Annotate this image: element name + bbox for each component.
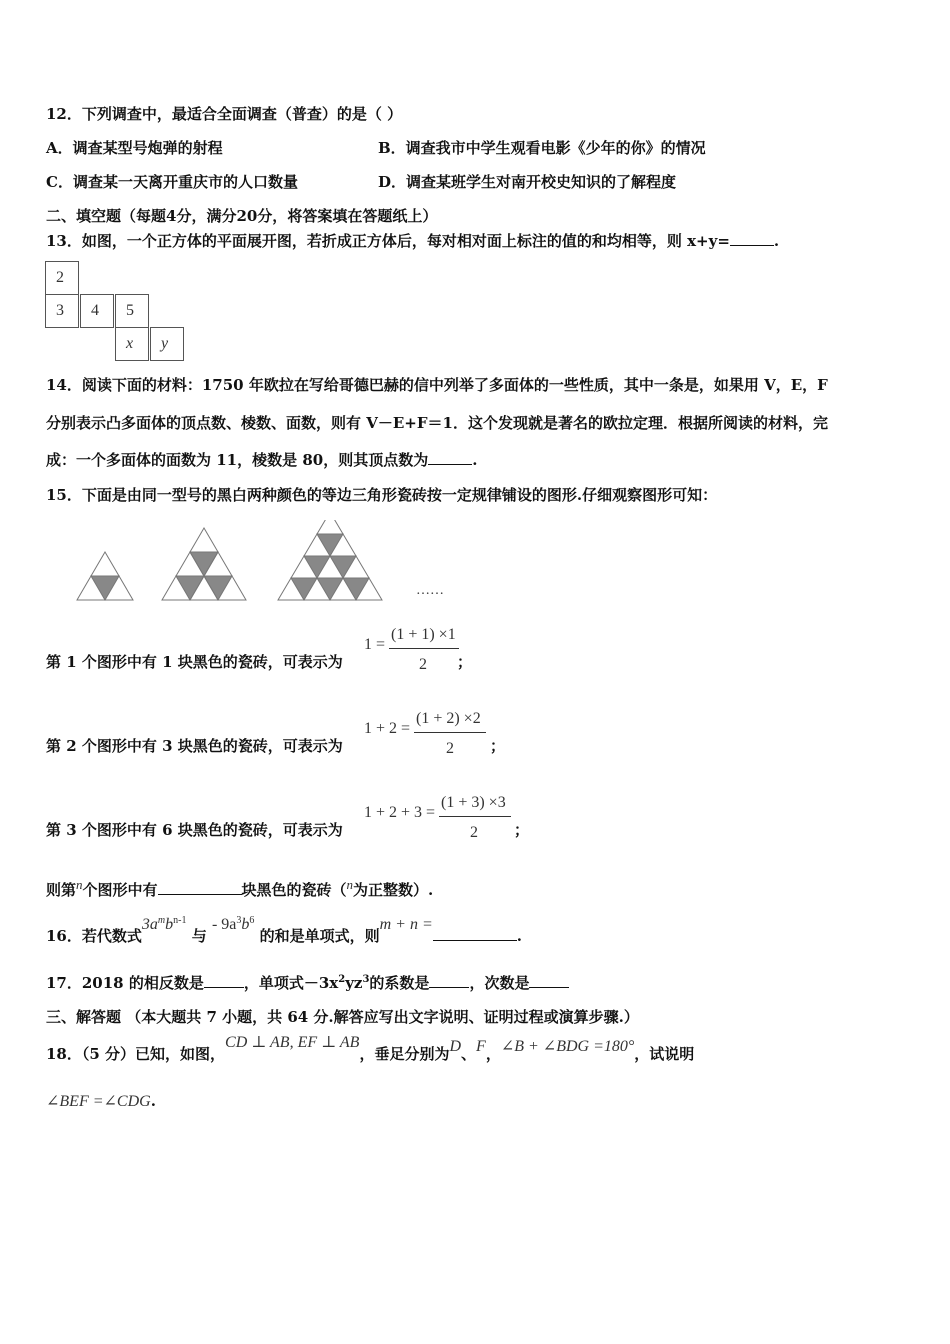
q18-stem: 18．（5 分）已知，如图，CD ⊥ AB, EF ⊥ AB，垂足分别为D、F，∠B + ∠BDG =180°，试说明 — [46, 1034, 695, 1063]
q17-blank-3 — [529, 973, 569, 988]
q15-row-3-semicolon: ； — [514, 821, 530, 839]
q14-line-3: 成：一个多面体的面数为 11，棱数是 80，则其顶点数为 . — [46, 451, 478, 469]
q14-answer-blank — [428, 450, 472, 465]
q15-row-2-semicolon: ； — [490, 737, 506, 755]
q12-option-c: C．调查某一天离开重庆市的人口数量 — [46, 173, 298, 191]
q12-option-b: B．调查我市中学生观看电影《少年的你》的情况 — [378, 139, 706, 157]
q15-row-1-formula: 1 = (1 + 1) ×1 2 — [364, 626, 464, 676]
q13-text: 13．如图，一个正方体的平面展开图，若折成正方体后，每对相对面上标注的值的和均相等，则 x+y= — [46, 232, 730, 250]
q17-blank-2 — [429, 973, 469, 988]
q16-answer-blank — [433, 926, 517, 941]
q15-question: 则第$^n$个图形中有 块黑色的瓷砖（$^n$为正整数）. — [46, 877, 434, 899]
net-cell: 3 — [45, 294, 79, 328]
net-cell: x — [115, 327, 149, 361]
q15-row-2-text: 第 2 个图形中有 3 块黑色的瓷砖，可表示为 — [46, 737, 343, 755]
tile-figure-1 — [77, 552, 133, 600]
q16-stem: 16．若代数式$3a^mb^{n-1}$ 与 - $9a^3b^6$ 的和是单项式，则m + n =. — [46, 915, 523, 945]
net-cell: y — [150, 327, 184, 361]
section-3-heading: 三、解答题 （本大题共 7 小题，共 64 分.解答应写出文字说明、证明过程或演算步骤.） — [46, 1008, 639, 1026]
q15-row-1-text: 第 1 个图形中有 1 块黑色的瓷砖，可表示为 — [46, 653, 343, 671]
q12-option-a: A．调查某型号炮弹的射程 — [46, 139, 223, 157]
ellipsis: …… — [416, 583, 444, 598]
q15-stem: 15．下面是由同一型号的黑白两种颜色的等边三角形瓷砖按一定规律铺设的图形.仔细观察图形可知： — [46, 486, 718, 504]
q12-stem: 12．下列调查中，最适合全面调查（普查）的是（ ） — [46, 105, 403, 123]
tile-figure-3 — [278, 520, 382, 600]
section-2-heading: 二、填空题（每题4分，满分20分，将答案填在答题纸上） — [46, 207, 438, 225]
net-cell: 5 — [115, 294, 149, 328]
net-cell: 2 — [45, 261, 79, 295]
q18-conclusion: ∠BEF =∠CDG. — [46, 1092, 156, 1110]
q13-answer-blank — [730, 231, 774, 246]
q13-stem — [46, 230, 779, 251]
q15-answer-blank — [158, 880, 242, 895]
q15-row-3-formula: 1 + 2 + 3 = (1 + 3) ×3 2 — [364, 794, 514, 844]
q15-row-1-semicolon: ； — [457, 653, 473, 671]
q13-end: . — [773, 232, 780, 250]
q12-option-d: D．调查某班学生对南开校史知识的了解程度 — [378, 173, 677, 191]
net-cell: 4 — [80, 294, 114, 328]
tile-figure-2 — [162, 528, 246, 600]
q15-row-2-formula: 1 + 2 = (1 + 2) ×2 2 — [364, 710, 494, 760]
q15-row-3-text: 第 3 个图形中有 6 块黑色的瓷砖，可表示为 — [46, 821, 343, 839]
q14-line-1: 14．阅读下面的材料：1750 年欧拉在写给哥德巴赫的信中列举了多面体的一些性质，其中一条是，如果用 V，E，F — [46, 376, 828, 394]
triangle-tiles-figure — [0, 520, 950, 610]
q17-stem: 17．2018 的相反数是 ，单项式$-3x^2yz^3$的系数是 ，次数是 — [46, 972, 569, 993]
q17-blank-1 — [204, 973, 244, 988]
q14-line-2: 分别表示凸多面体的顶点数、棱数、面数，则有 V－E+F＝1．这个发现就是著名的欧拉定理．根据所阅读的材料，完 — [46, 414, 828, 432]
